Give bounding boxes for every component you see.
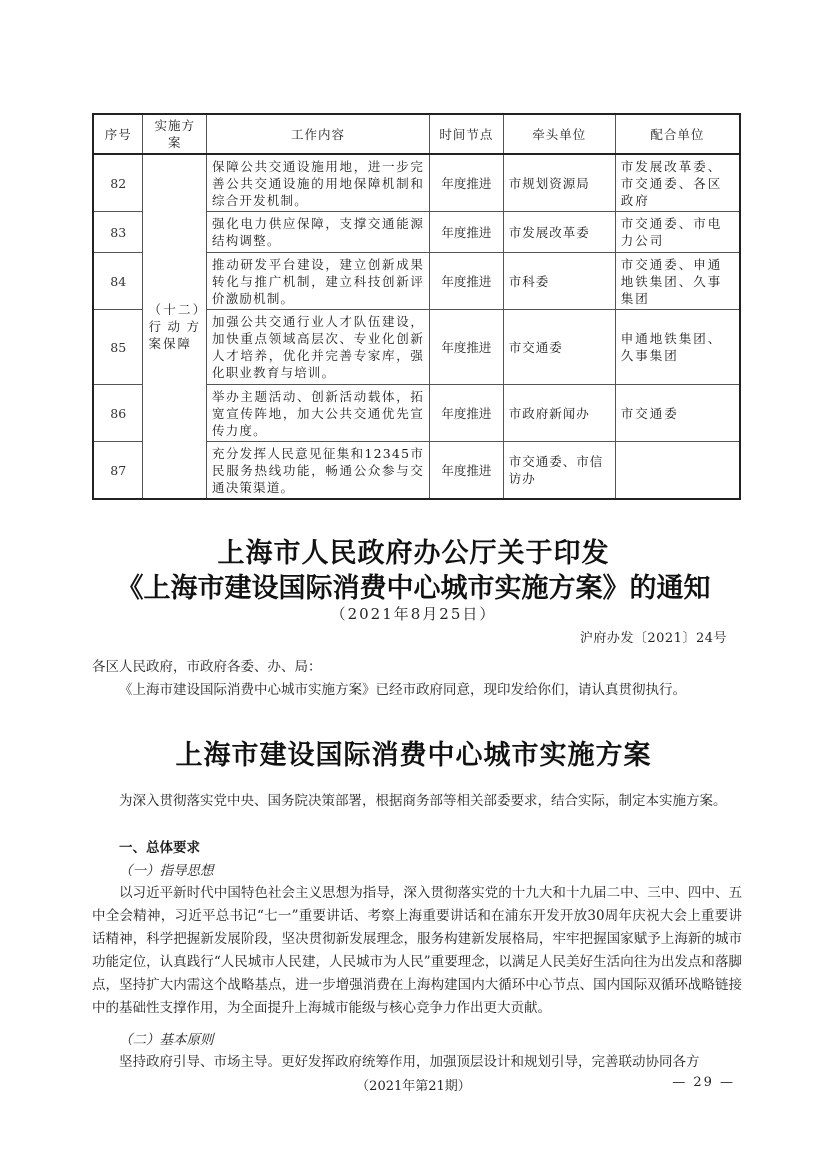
work-content: 强化电力供应保障，支撑交通能源结构调整。 — [207, 212, 430, 253]
header-plan: 实施方案 — [143, 114, 207, 154]
lead-unit: 市科委 — [503, 253, 615, 310]
row-number: 82 — [93, 154, 143, 212]
subsection-heading: （二）基本原则 — [119, 1032, 214, 1048]
coop-unit: 申通地铁集团、久事集团 — [615, 310, 740, 385]
work-content: 充分发挥人民意见征集和12345市民服务热线功能，畅通公众参与交通决策渠道。 — [207, 442, 430, 500]
row-number: 85 — [93, 310, 143, 385]
lead-unit: 市交通委、市信访办 — [503, 442, 615, 500]
plan-group-cell: （十二）行动方案保障 — [143, 154, 207, 499]
row-number: 83 — [93, 212, 143, 253]
time-node: 年度推进 — [430, 154, 504, 212]
issue-number: （2021年第21期） — [356, 1079, 471, 1094]
addressee: 各区人民政府，市政府各委、办、局： — [92, 659, 322, 675]
notice-title-line2: 《上海市建设国际消费中心城市实施方案》的通知 — [116, 573, 711, 604]
time-node: 年度推进 — [430, 212, 504, 253]
table-header-row — [93, 114, 740, 154]
document-number: 沪府办发〔2021〕24号 — [579, 631, 727, 646]
notice-body: 《上海市建设国际消费中心城市实施方案》已经市政府同意，现印发给你们，请认真贯彻执行。 — [119, 682, 686, 698]
action-plan-table — [92, 113, 741, 500]
header-time: 时间节点 — [430, 114, 504, 154]
plan-title: 上海市建设国际消费中心城市实施方案 — [175, 740, 652, 771]
lead-unit: 市发展改革委 — [503, 212, 615, 253]
time-node: 年度推进 — [430, 310, 504, 385]
work-content: 加强公共交通行业人才队伍建设，加快重点领域高层次、专业化创新人才培养，优化并完善专家库，强化职业教育与培训。 — [207, 310, 430, 385]
notice-date: （2021年8月25日） — [330, 605, 497, 623]
coop-unit: 市发展改革委、市交通委、各区政府 — [615, 154, 740, 212]
page-number: — 29 — — [672, 1075, 735, 1090]
row-number: 84 — [93, 253, 143, 310]
coop-unit: 市交通委、申通地铁集团、久事集团 — [615, 253, 740, 310]
table-row — [93, 154, 740, 212]
row-number: 86 — [93, 385, 143, 442]
lead-unit: 市政府新闻办 — [503, 385, 615, 442]
lead-unit: 市规划资源局 — [503, 154, 615, 212]
header-lead: 牵头单位 — [503, 114, 615, 154]
lead-unit: 市交通委 — [503, 310, 615, 385]
header-work: 工作内容 — [207, 114, 430, 154]
section-heading: 一、总体要求 — [119, 840, 200, 856]
time-node: 年度推进 — [430, 442, 504, 500]
work-content: 保障公共交通设施用地，进一步完善公共交通设施的用地保障机制和综合开发机制。 — [207, 154, 430, 212]
coop-unit — [615, 442, 740, 500]
guiding-ideology-text: 以习近平新时代中国特色社会主义思想为指导，深入贯彻落实党的十九大和十九届二中、三中、四中、五中全会精神，习近平总书记“七一”重要讲话、考察上海重要讲话和在浦东开发开放30周年庆祝大会上重要讲话精神，科学把握新发展阶段，坚决贯彻新发展理念，服务构建新发展格局，牢牢把握国家赋予上海新的城市功能定位，认真践行“人民城市人民建，人民城市为人民”重要理念，以满足人民美好生活向往为出发点和落脚点，坚持扩大内需这个战略基点，进一步增强消费在上海构建国内大循环中心节点、国内国际双循环战略链接中的基础性支撑作用，为全面提升上海城市能级与核心竞争力作出更大贡献。 — [92, 885, 742, 1016]
coop-unit: 市交通委、市电力公司 — [615, 212, 740, 253]
row-number: 87 — [93, 442, 143, 500]
header-no: 序号 — [93, 114, 143, 154]
subsection-heading: （一）指导思想 — [119, 863, 214, 879]
header-coop: 配合单位 — [615, 114, 740, 154]
basic-principle-text: 坚持政府引导、市场主导。更好发挥政府统筹作用，加强顶层设计和规划引导，完善联动协同各方 — [119, 1054, 700, 1070]
notice-title-line1: 上海市人民政府办公厅关于印发 — [217, 538, 610, 569]
work-content: 举办主题活动、创新活动载体，拓宽宣传阵地，加大公共交通优先宣传力度。 — [207, 385, 430, 442]
coop-unit: 市交通委 — [615, 385, 740, 442]
work-content: 推动研发平台建设，建立创新成果转化与推广机制，建立科技创新评价激励机制。 — [207, 253, 430, 310]
time-node: 年度推进 — [430, 253, 504, 310]
plan-intro: 为深入贯彻落实党中央、国务院决策部署，根据商务部等相关部委要求，结合实际，制定本实施方案。 — [119, 793, 727, 809]
time-node: 年度推进 — [430, 385, 504, 442]
